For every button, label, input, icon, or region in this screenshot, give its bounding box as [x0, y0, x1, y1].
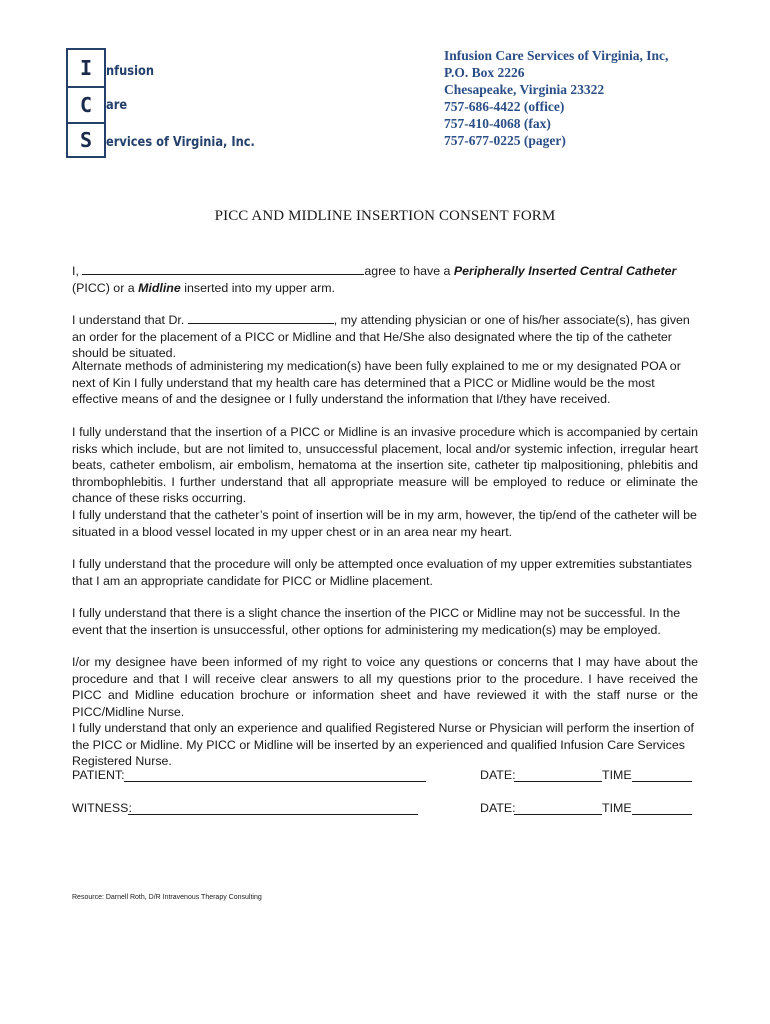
paragraph-alternate-methods: Alternate methods of administering my medication(s) have been fully explained to me or my designated POA or next of Kin I fully understand that my health care has determined that a PICC or Midline would be the most effective means of and the designee or I fully understand the information that I/they have received.	[72, 359, 681, 406]
address-fax: 757-410-4068 (fax)	[444, 116, 551, 131]
patient-time-label: TIME	[602, 768, 632, 782]
paragraph-unsuccessful: I fully understand that there is a slight chance the insertion of the PICC or Midline may not be successful. In the event that the insertion is unsuccessful, other options for administering my medication(s) may be employed.	[72, 606, 681, 637]
patient-date-label: DATE:	[480, 768, 516, 782]
patient-date-line[interactable]	[514, 781, 602, 782]
paragraph-agreement: I, agree to have a Peripherally Inserted Central Catheter (PICC) or a Midline inserted into my upper arm.	[72, 264, 677, 295]
witness-time-label: TIME	[602, 801, 632, 815]
witness-date-line[interactable]	[514, 814, 602, 815]
address-po-box: P.O. Box 2226	[444, 65, 525, 80]
paragraph-evaluation: I fully understand that the procedure will only be attempted once evaluation of my upper extremities substantiates that I am an appropriate candidate for PICC or Midline placement.	[72, 557, 692, 588]
patient-time-line[interactable]	[632, 781, 692, 782]
logo-letter-i: I	[79, 56, 93, 80]
paragraph-risks: I fully understand that the insertion of a PICC or Midline is an invasive procedure which is accompanied by certain risks which include, but are not limited to, unsuccessful placement, local and/or systemic infection, irregular heart beats, catheter embolism, air embolism, hematoma at the insertion site, catheter tip malpositioning, phlebitis and thrombophlebitis. I further understand that all appropriate measure will be employed to reduce or eliminate the chance of these risks occurring.	[72, 425, 698, 505]
address-company-name: Infusion Care Services of Virginia, Inc,	[444, 48, 669, 63]
logo-word-infusion: nfusion	[106, 64, 155, 79]
witness-time-line[interactable]	[632, 814, 692, 815]
form-title: PICC AND MIDLINE INSERTION CONSENT FORM	[214, 208, 556, 224]
witness-signature-line[interactable]	[128, 814, 418, 815]
address-pager: 757-677-0225 (pager)	[444, 133, 566, 148]
patient-signature-line[interactable]	[124, 781, 426, 782]
patient-signature-row	[72, 768, 698, 786]
witness-date-label: DATE:	[480, 801, 516, 815]
address-office-phone: 757-686-4422 (office)	[444, 99, 565, 114]
logo-letter-c: C	[68, 86, 104, 124]
witness-signature-row	[72, 801, 698, 819]
address-city: Chesapeake, Virginia 23322	[444, 82, 605, 97]
logo-letter-s: S	[79, 128, 93, 152]
patient-label: PATIENT:	[72, 768, 125, 782]
paragraph-physician: I understand that Dr. , my attending physician or one of his/her associate(s), has given an order for the placement of a PICC or Midline and that He/She also designated where the tip of the catheter should be situated.	[72, 313, 690, 360]
paragraph-insertion-point: I fully understand that the catheter’s point of insertion will be in my arm, however, the tip/end of the catheter will be situated in a blood vessel located in my upper chest or in an area near my heart.	[72, 508, 697, 539]
patient-name-blank[interactable]	[82, 262, 364, 275]
company-address	[444, 47, 668, 149]
logo-word-services: ervices of Virginia, Inc.	[106, 135, 255, 150]
resource-credit: Resource: Darnell Roth, D/R Intravenous Therapy Consulting	[72, 894, 262, 901]
logo-word-care: are	[106, 98, 128, 113]
physician-name-blank[interactable]	[188, 311, 334, 324]
paragraph-questions: I/or my designee have been informed of my right to voice any questions or concerns that I may have about the procedure and that I will receive clear answers to all my questions prior to the procedure. I have received the PICC and Midline education brochure or information sheet and have reviewed it with the staff nurse or the PICC/Midline Nurse.	[72, 655, 698, 719]
witness-label: WITNESS:	[72, 801, 132, 815]
company-logo	[66, 48, 106, 158]
paragraph-qualified-nurse: I fully understand that only an experience and qualified Registered Nurse or Physician will perform the insertion of the PICC or Midline. My PICC or Midline will be inserted by an experienced and qualified Infusion Care Services Registered Nurse.	[72, 721, 694, 768]
